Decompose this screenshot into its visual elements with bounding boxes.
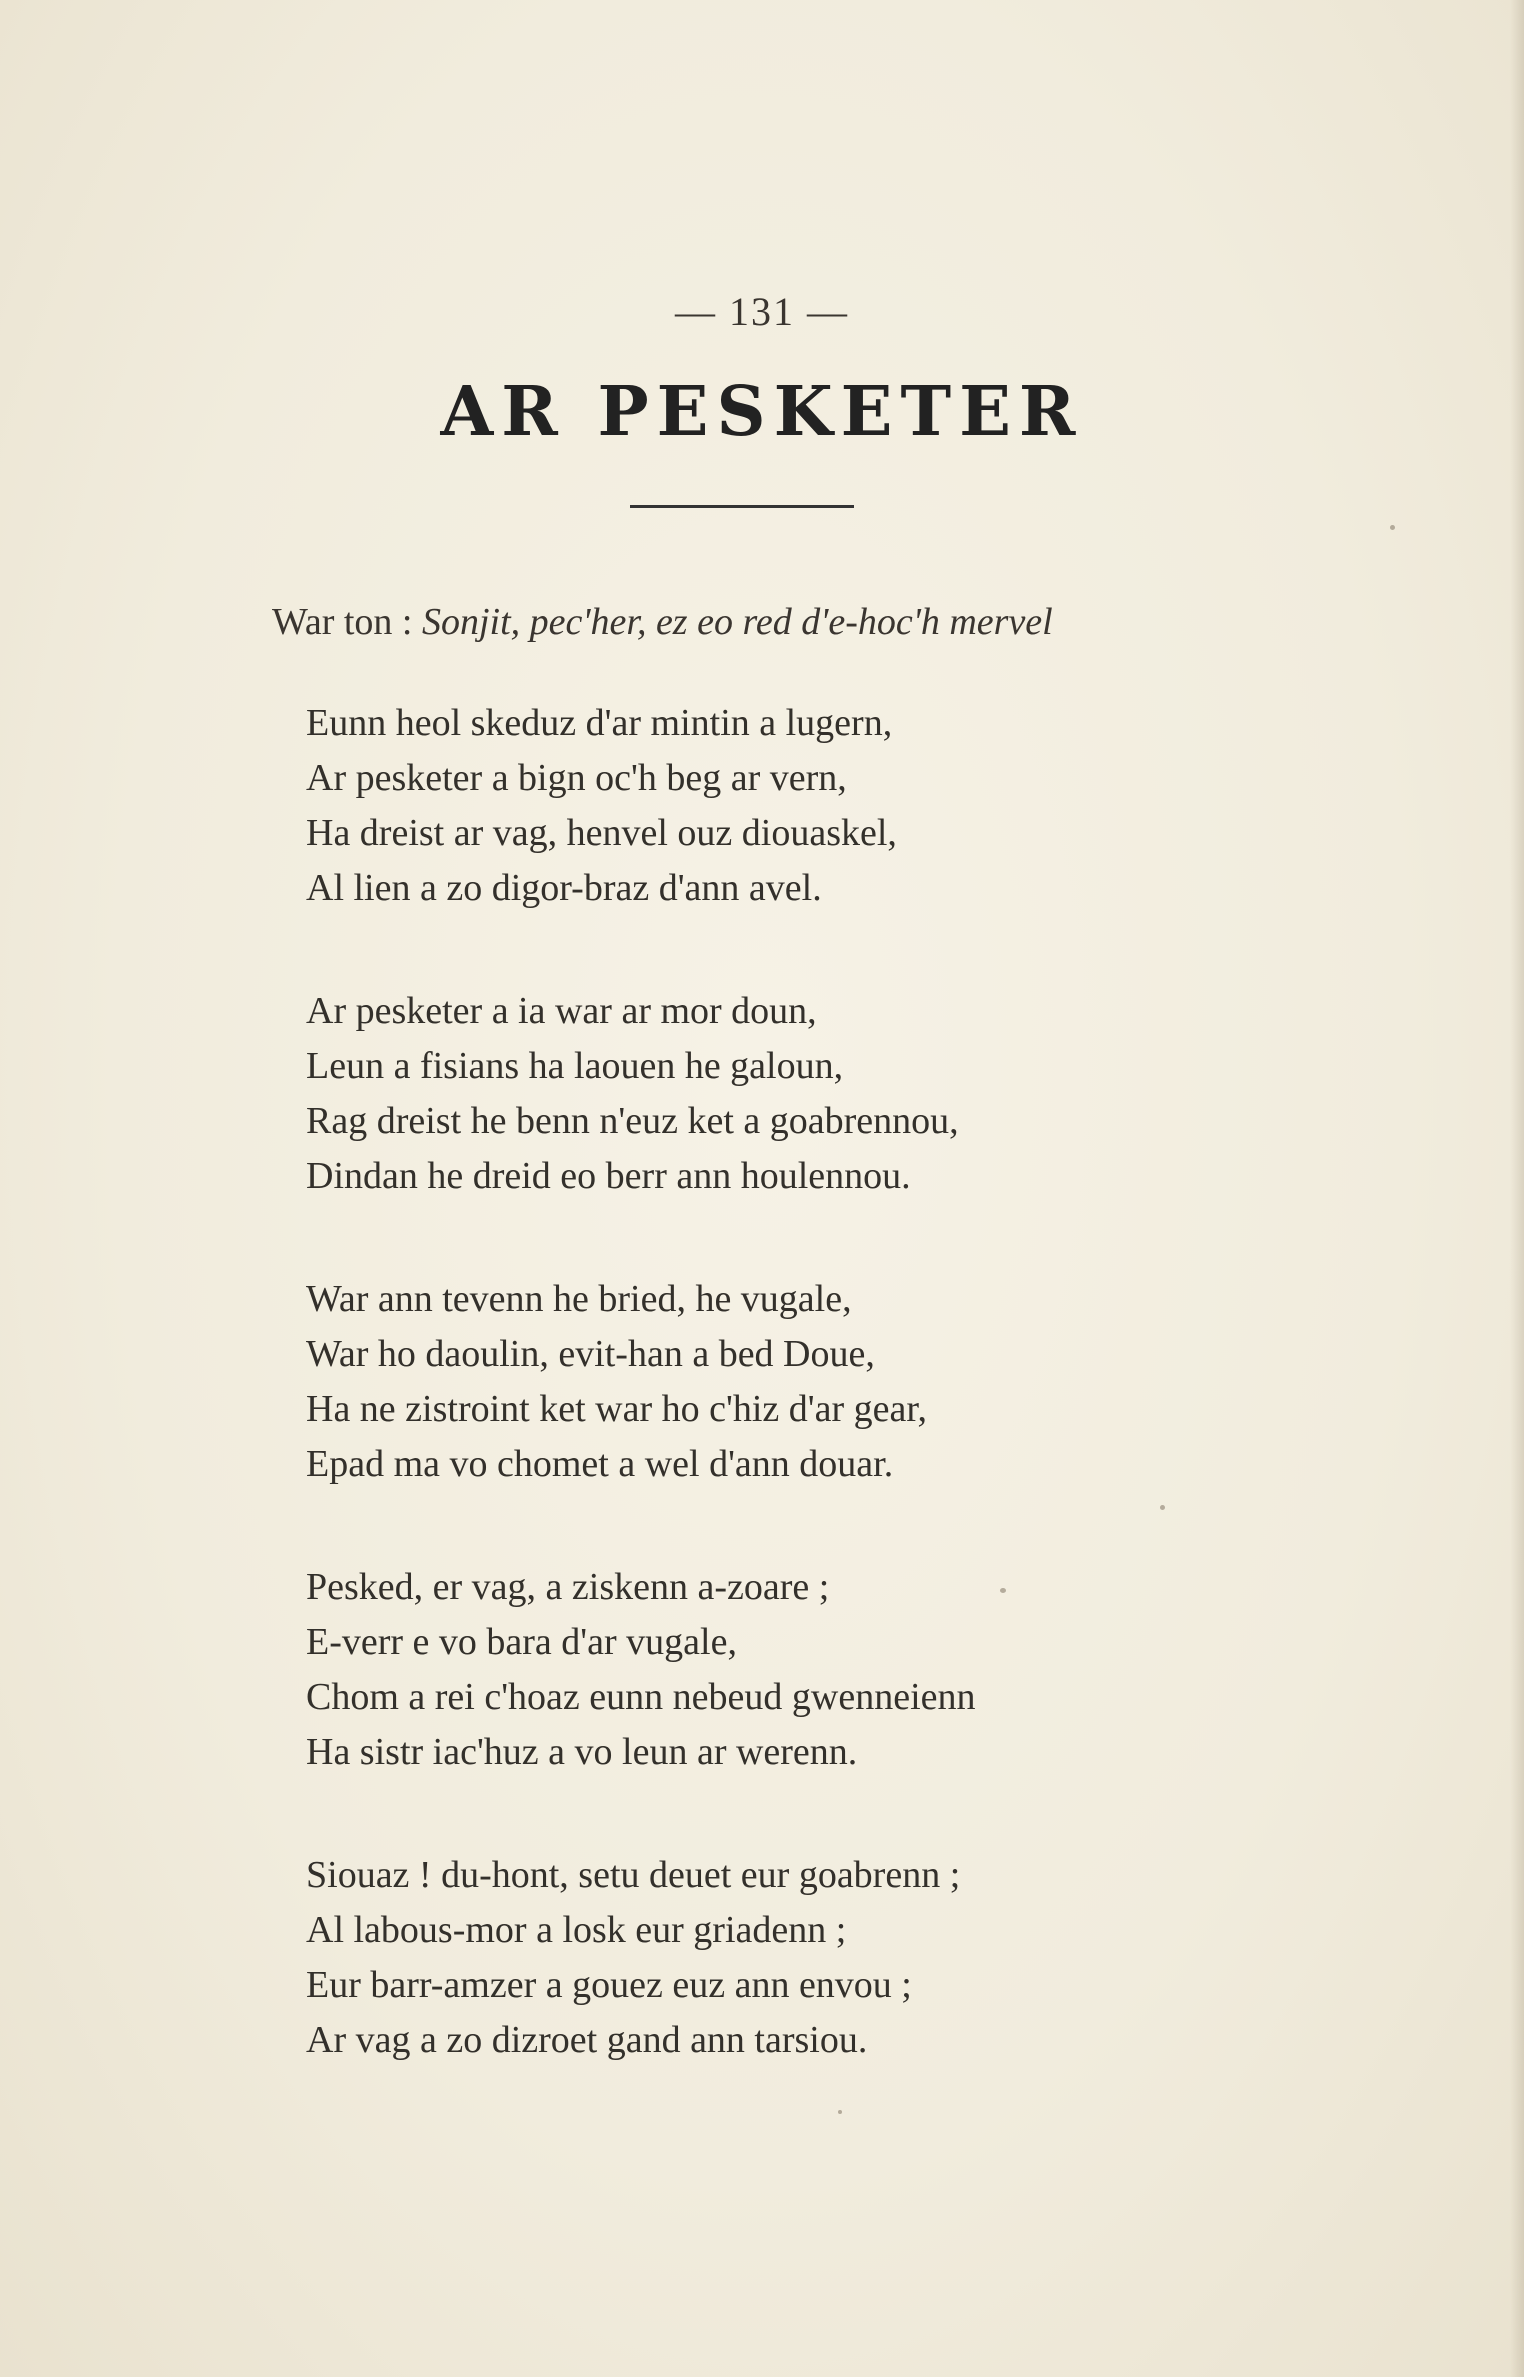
verse-line: Dindan he dreid eo berr ann houlennou.	[306, 1155, 911, 1197]
verse-line: Ar pesketer a ia war ar mor doun,	[306, 990, 817, 1032]
paper-speck	[1160, 1505, 1165, 1510]
stanza-4	[306, 1560, 1306, 1780]
page-number: — 131 —	[675, 289, 849, 334]
stanza-3	[306, 1272, 1306, 1492]
stanza-1	[306, 696, 1306, 916]
paper-speck	[838, 2110, 842, 2114]
paper-speck	[1390, 525, 1395, 530]
verse-line: Siouaz ! du-hont, setu deuet eur goabrenn ;	[306, 1854, 961, 1896]
verse-line: Ha dreist ar vag, henvel ouz diouaskel,	[306, 812, 897, 854]
tune-indication	[272, 600, 1272, 644]
verse-line: Ar pesketer a bign oc'h beg ar vern,	[306, 757, 847, 799]
verse-line: Eunn heol skeduz d'ar mintin a lugern,	[306, 702, 893, 744]
poem-title: AR PESKETER	[440, 372, 1084, 452]
verse-line: War ho daoulin, evit-han a bed Doue,	[306, 1333, 875, 1375]
verse-line: Eur barr-amzer a gouez euz ann envou ;	[306, 1964, 912, 2006]
verse-line: Ar vag a zo dizroet gand ann tarsiou.	[306, 2019, 868, 2061]
stanza-2	[306, 984, 1306, 1204]
verse-line: Pesked, er vag, a ziskenn a-zoare ;	[306, 1566, 830, 1608]
tune-prefix: War ton :	[272, 601, 422, 643]
verse-line: E-verr e vo bara d'ar vugale,	[306, 1621, 737, 1663]
verse-line: Leun a fisians ha laouen he galoun,	[306, 1045, 844, 1087]
verse-line: Chom a rei c'hoaz eunn nebeud gwenneienn	[306, 1676, 976, 1718]
stanza-5	[306, 1848, 1306, 2068]
verse-line: Ha ne zistroint ket war ho c'hiz d'ar gear,	[306, 1388, 927, 1430]
verse-line: Al labous-mor a losk eur griadenn ;	[306, 1909, 847, 1951]
poem-body	[306, 696, 1306, 2136]
verse-line: Epad ma vo chomet a wel d'ann douar.	[306, 1443, 894, 1485]
verse-line: Al lien a zo digor-braz d'ann avel.	[306, 867, 822, 909]
title-divider	[630, 505, 854, 508]
tune-name: Sonjit, pec'her, ez eo red d'e-hoc'h mervel	[421, 601, 1053, 643]
verse-line: Ha sistr iac'huz a vo leun ar werenn.	[306, 1731, 858, 1773]
verse-line: Rag dreist he benn n'euz ket a goabrennou,	[306, 1100, 959, 1142]
page-edge-shadow	[1510, 0, 1524, 2377]
paper-speck	[1000, 1588, 1006, 1593]
verse-line: War ann tevenn he bried, he vugale,	[306, 1278, 852, 1320]
